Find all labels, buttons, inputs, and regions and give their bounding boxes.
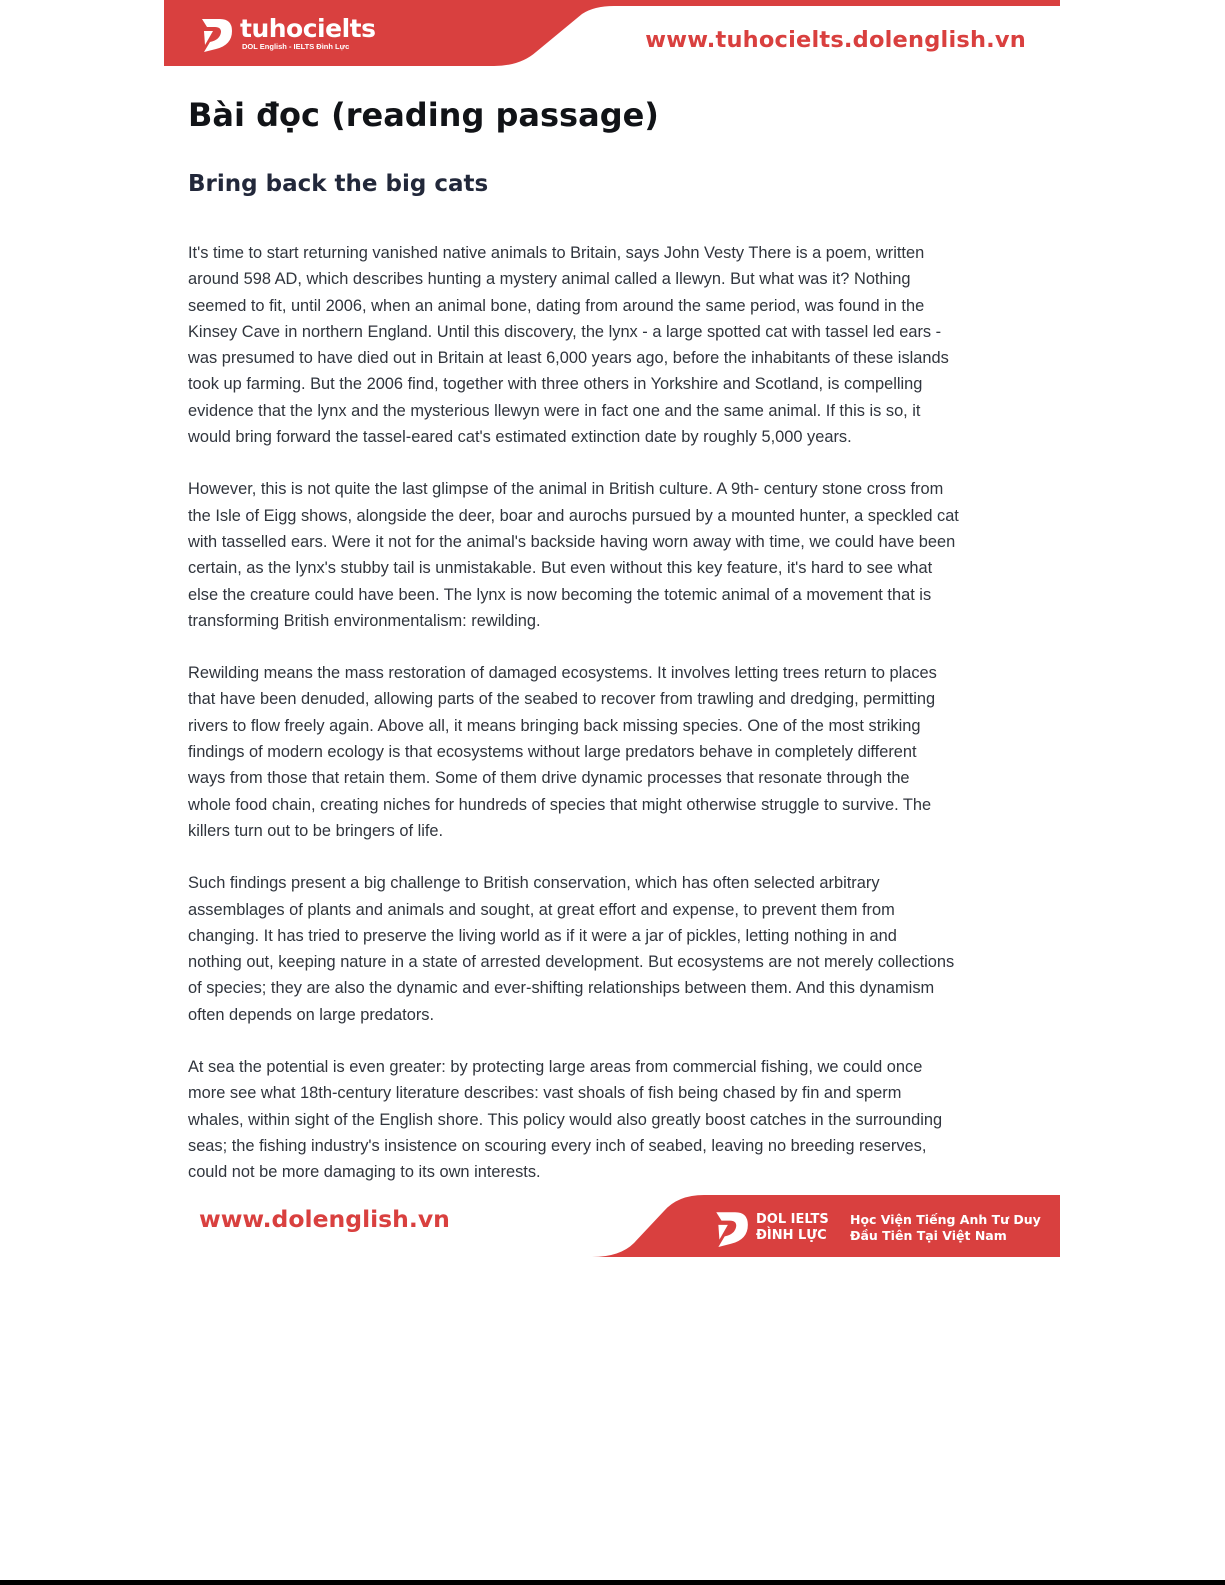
- logo-tagline: DOL English - IELTS Đình Lực: [242, 42, 350, 51]
- passage-paragraph-3: Rewilding means the mass restoration of damaged ecosystems. It involves letting trees return to places that have been denuded, allowing parts of the seabed to recover from trawling and dredging, permitting rivers to flow freely again. Above all, it means bringing back missing species. One of the most striking findings of modern ecology is that ecosystems without large predators behave in completely different ways from those that retain them. Some of them drive dynamic processes that resonate through the whole food chain, creating niches for hundreds of species that might otherwise struggle to survive. The killers turn out to be bringers of life.: [188, 664, 937, 840]
- footer-brand: [756, 1212, 829, 1244]
- footer-brand-line2: ĐÌNH LỰC: [756, 1228, 827, 1243]
- page-bottom-rule: [0, 1580, 1225, 1585]
- dol-footer-logo-icon: [712, 1208, 750, 1248]
- dol-logo-icon: [198, 15, 234, 53]
- reading-passage: [188, 240, 1036, 1212]
- header-site-url[interactable]: www.tuhocielts.dolenglish.vn: [645, 27, 1026, 53]
- footer-slogan-line2: Đầu Tiên Tại Việt Nam: [850, 1228, 1007, 1243]
- footer-slogan: [850, 1212, 1041, 1244]
- passage-paragraph-4: Such findings present a big challenge to British conservation, which has often selected arbitrary assemblages of plants and animals and sought, at great effort and expense, to prevent them from changing. It has tried to preserve the living world as if it were a jar of pickles, letting nothing in and nothing out, keeping nature in a state of arrested development. But ecosystems are not merely collections of species; they are also the dynamic and ever-shifting relationships between them. And this dynamism often depends on large predators.: [188, 874, 955, 1024]
- logo-name: tuhocielts: [240, 14, 376, 43]
- passage-paragraph-2: However, this is not quite the last glimpse of the animal in British culture. A 9th- century stone cross from the Isle of Eigg shows, alongside the deer, boar and aurochs pursued by a mounted hunter, a speckled cat with tasselled ears. Were it not for the animal's backside having worn away with time, we could have been certain, as the lynx's stubby tail is unmistakable. But even without this key feature, it's hard to see what else the creature could have been. The lynx is now becoming the totemic animal of a movement that is transforming British environmentalism: rewilding.: [188, 480, 959, 630]
- tuhocielts-logo[interactable]: [198, 14, 375, 54]
- document-page: [164, 0, 1060, 1262]
- page-title: Bài đọc (reading passage): [188, 96, 659, 134]
- passage-paragraph-5: At sea the potential is even greater: by protecting large areas from commercial fishing, we could once more see what 18th-century literature describes: vast shoals of fish being chased by fin and sperm whales, within sight of the English shore. This policy would also greatly boost catches in the surrounding seas; the fishing industry's insistence on scouring every inch of seabed, leaving no breeding reserves, could not be more damaging to its own interests.: [188, 1058, 943, 1182]
- passage-title: Bring back the big cats: [188, 171, 489, 197]
- footer-site-url[interactable]: www.dolenglish.vn: [199, 1205, 450, 1233]
- footer-brand-line1: DOL IELTS: [756, 1212, 829, 1227]
- footer-slogan-line1: Học Viện Tiếng Anh Tư Duy: [850, 1212, 1041, 1227]
- passage-paragraph-1: It's time to start returning vanished native animals to Britain, says John Vesty There is a poem, written around 598 AD, which describes hunting a mystery animal called a llewyn. But what was it? Nothing seemed to fit, until 2006, when an animal bone, dating from around the same period, was found in the Kinsey Cave in northern England. Until this discovery, the lynx - a large spotted cat with tassel led ears - was presumed to have died out in Britain at least 6,000 years ago, before the inhabitants of these islands took up farming. But the 2006 find, together with three others in Yorkshire and Scotland, is compelling evidence that the lynx and the mysterious llewyn were in fact one and the same animal. If this is so, it would bring forward the tassel-eared cat's estimated extinction date by roughly 5,000 years.: [188, 244, 949, 447]
